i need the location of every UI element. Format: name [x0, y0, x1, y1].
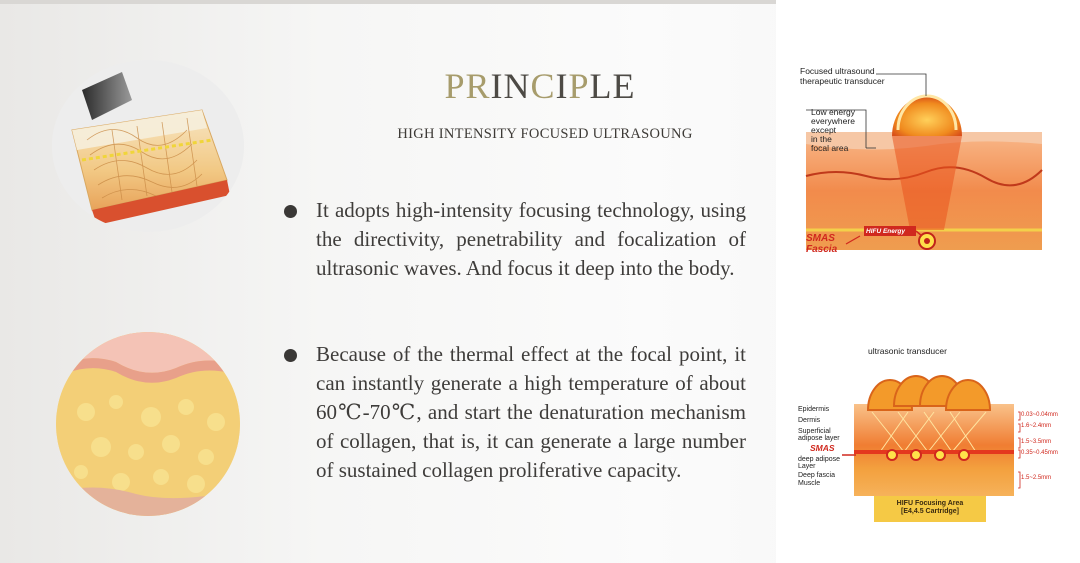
- layer-label: deep adipose: [798, 455, 841, 463]
- layer-label: Epidermis: [798, 406, 830, 413]
- label-line: [E4,4.5 Cartridge]: [901, 508, 959, 515]
- page-subtitle: HIGH INTENSITY FOCUSED ULTRASOUNG: [397, 126, 693, 142]
- layer-labels: [798, 406, 840, 489]
- page-title: [400, 64, 680, 108]
- layer-label-smas: SMAS: [810, 443, 835, 453]
- title-segment: IN: [490, 66, 531, 106]
- layer-label: Superficial: [798, 428, 831, 435]
- bullet-dot-icon: [284, 205, 297, 218]
- layer-label: adipose layer: [798, 435, 840, 442]
- bullet-dot-icon: [284, 349, 297, 362]
- label-line: Fascia: [806, 244, 838, 255]
- depth-label: 0.03~0.04mm: [1021, 412, 1058, 418]
- title-segment: LE: [589, 66, 636, 106]
- depth-label: 1.5~2.5mm: [1021, 475, 1052, 481]
- ultrasonic-transducer-label: ultrasonic transducer: [868, 346, 947, 356]
- transducer-label: [800, 66, 885, 86]
- layer-label: Deep fascia: [798, 471, 835, 479]
- depth-label: 1.6~2.4mm: [1021, 423, 1052, 429]
- diagram-panel: [776, 0, 1080, 563]
- label-line: focal area: [811, 143, 849, 153]
- layer-label: Layer: [798, 462, 816, 470]
- title-segment: I: [555, 66, 569, 106]
- label-line: HIFU Focusing Area: [896, 500, 964, 507]
- bullet-text: It adopts high-intensity focusing technology, using the directivity, penetrability and focalization of ultrasonic waves. And focus it deep into the body.: [316, 198, 746, 280]
- title-segment: C: [530, 66, 556, 106]
- depth-label: 1.5~3.5mm: [1021, 439, 1052, 445]
- label-line: Focused ultrasound: [800, 66, 875, 76]
- label-line: except: [811, 125, 837, 135]
- skin-mesh-illustration: [52, 60, 244, 232]
- label-line: therapeutic transducer: [800, 76, 885, 86]
- label-line: in the: [811, 134, 832, 144]
- bullet-item: [284, 340, 754, 520]
- focus-area-label: [874, 500, 986, 516]
- layer-label: Muscle: [798, 480, 821, 487]
- title-segment: PR: [444, 66, 491, 106]
- bullet-text: Because of the thermal effect at the focal point, it can instantly generate a high temperature of about 60℃-70℃, and start the denaturation mechanism of collagen, that is, it can generate a large number of sustained collagen proliferative capacity.: [316, 342, 746, 482]
- label-line: everywhere: [811, 116, 855, 126]
- label-line: Low energy: [811, 107, 855, 117]
- smas-fascia-label: [806, 233, 837, 255]
- title-segment: P: [568, 66, 590, 106]
- depth-labels: [1021, 410, 1058, 484]
- layer-label: Dermis: [798, 416, 821, 424]
- bullet-item: [284, 196, 754, 316]
- fat-layer-illustration: [56, 332, 240, 516]
- hifu-energy-label: HIFU Energy: [866, 228, 906, 235]
- label-line: SMAS: [806, 233, 835, 244]
- depth-label: 0.35~0.45mm: [1021, 450, 1058, 456]
- low-energy-label: [811, 108, 855, 153]
